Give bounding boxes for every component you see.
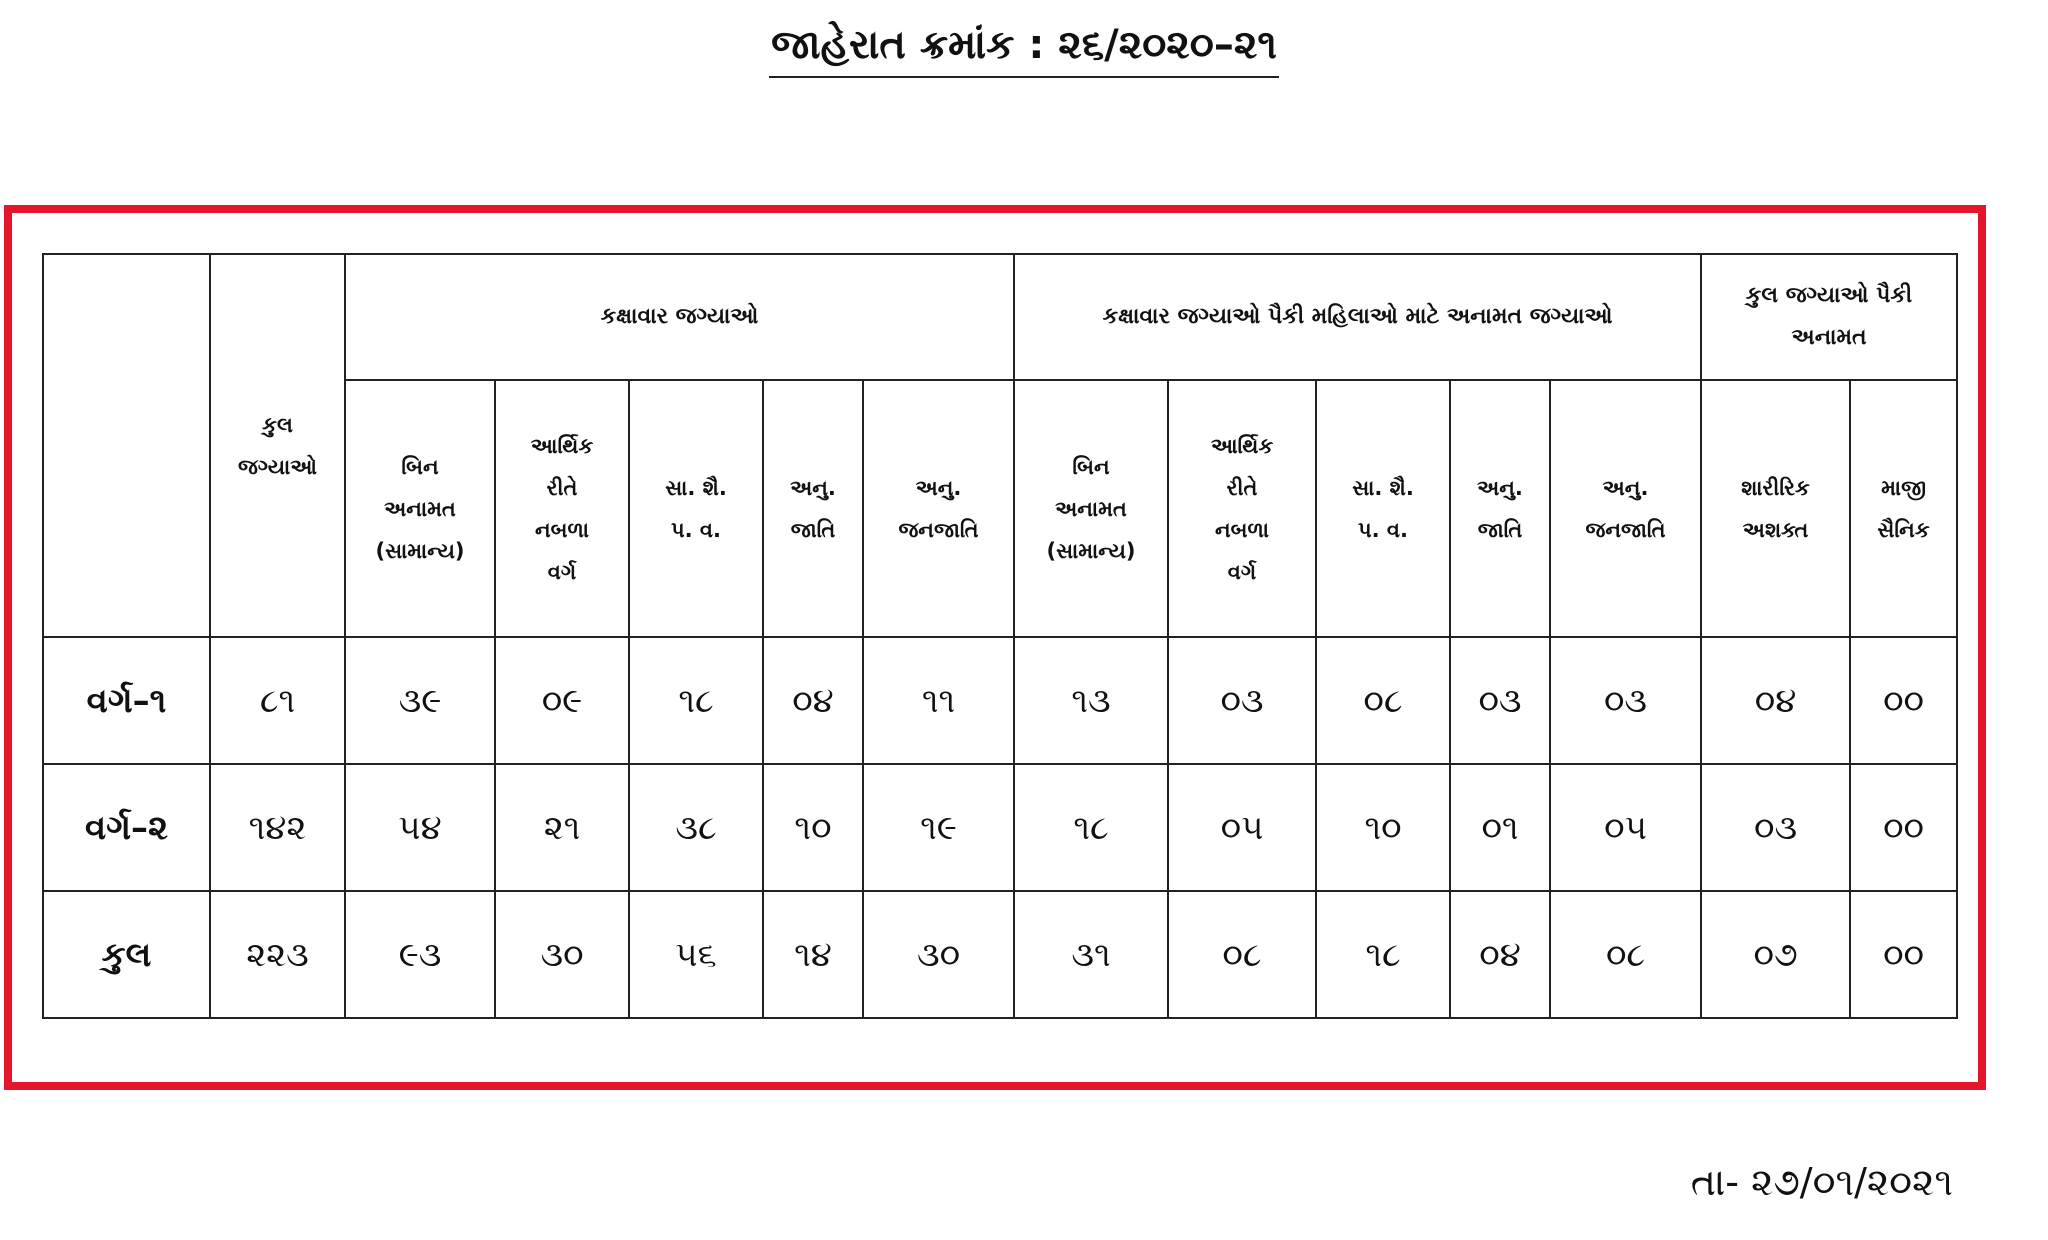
cell-ews: ૨૧ bbox=[495, 764, 629, 891]
header-women-general-line1: બિન bbox=[1072, 454, 1110, 479]
header-st bbox=[863, 380, 1014, 637]
header-women-st bbox=[1550, 380, 1701, 637]
notice-title: જાહેરાત ક્રમાંક : ૨૬/૨૦૨૦–૨૧ bbox=[769, 22, 1279, 78]
cell-sc: ૦૪ bbox=[763, 637, 863, 764]
cell-general: ૯૩ bbox=[345, 891, 495, 1018]
header-ex-serviceman bbox=[1850, 380, 1957, 637]
cell-disabled: ૦૪ bbox=[1701, 637, 1850, 764]
cell-women-st: ૦૫ bbox=[1550, 764, 1701, 891]
cell-women-ews: ૦૮ bbox=[1168, 891, 1316, 1018]
header-women-st-line2: જનજાતિ bbox=[1585, 517, 1666, 542]
header-sc bbox=[763, 380, 863, 637]
header-women-sebc bbox=[1316, 380, 1450, 637]
cell-women-sc: ૦૪ bbox=[1450, 891, 1550, 1018]
cell-sc: ૧૦ bbox=[763, 764, 863, 891]
header-total-posts bbox=[210, 254, 345, 637]
header-disabled-line2: અશક્ત bbox=[1742, 517, 1809, 542]
header-women-sc bbox=[1450, 380, 1550, 637]
cell-women-st: ૦૮ bbox=[1550, 891, 1701, 1018]
header-st-line2: જનજાતિ bbox=[898, 517, 979, 542]
header-women-sc-line1: અનુ. bbox=[1477, 475, 1523, 500]
header-general-line3: (સામાન્ય) bbox=[375, 538, 465, 563]
cell-women-sc: ૦૧ bbox=[1450, 764, 1550, 891]
cell-sebc: ૩૮ bbox=[629, 764, 763, 891]
cell-sebc: ૫૬ bbox=[629, 891, 763, 1018]
header-sebc-line2: પ. વ. bbox=[671, 517, 721, 542]
cell-ex-serviceman: ૦૦ bbox=[1850, 891, 1957, 1018]
cell-women-sc: ૦૩ bbox=[1450, 637, 1550, 764]
header-women-st-line1: અનુ. bbox=[1602, 475, 1649, 500]
header-total-reserved-label: કુલ જગ્યાઓ પૈકી અનામત bbox=[1745, 283, 1913, 350]
header-general-line2: અનામત bbox=[384, 496, 456, 521]
row-label: વર્ગ–૧ bbox=[43, 637, 210, 764]
row-label: કુલ bbox=[43, 891, 210, 1018]
cell-sc: ૧૪ bbox=[763, 891, 863, 1018]
table-row bbox=[43, 637, 1957, 764]
header-sc-line1: અનુ. bbox=[790, 475, 836, 500]
cell-sebc: ૧૮ bbox=[629, 637, 763, 764]
header-sc-line2: જાતિ bbox=[790, 517, 836, 542]
cell-women-ews: ૦૫ bbox=[1168, 764, 1316, 891]
header-ews-line4: વર્ગ bbox=[547, 559, 577, 584]
header-women-ews-line1: આર્થિક bbox=[1210, 433, 1274, 458]
header-women-general bbox=[1014, 380, 1168, 637]
table-row bbox=[43, 764, 1957, 891]
header-ews-line3: નબળા bbox=[534, 517, 590, 542]
header-women-ews-line2: રીતે bbox=[1226, 475, 1258, 500]
cell-st: ૩૦ bbox=[863, 891, 1014, 1018]
header-women-reserved: કક્ષાવાર જગ્યાઓ પૈકી મહિલાઓ માટે અનામત જગ્યાઓ bbox=[1014, 254, 1701, 380]
header-ews bbox=[495, 380, 629, 637]
header-ex-serviceman-line1: માજી bbox=[1881, 475, 1926, 500]
cell-women-sebc: ૧૦ bbox=[1316, 764, 1450, 891]
header-women-general-line2: અનામત bbox=[1055, 496, 1127, 521]
cell-ews: ૦૯ bbox=[495, 637, 629, 764]
cell-disabled: ૦૩ bbox=[1701, 764, 1850, 891]
cell-general: ૩૯ bbox=[345, 637, 495, 764]
cell-ex-serviceman: ૦૦ bbox=[1850, 764, 1957, 891]
header-blank-cell bbox=[43, 254, 210, 637]
notice-title-wrap bbox=[0, 22, 2048, 78]
header-women-sc-line2: જાતિ bbox=[1477, 517, 1523, 542]
header-women-ews-line4: વર્ગ bbox=[1227, 559, 1257, 584]
header-total-posts-label: કુલ જગ્યાઓ bbox=[238, 412, 317, 479]
cell-total: ૮૧ bbox=[210, 637, 345, 764]
cell-ews: ૩૦ bbox=[495, 891, 629, 1018]
cell-women-sebc: ૧૮ bbox=[1316, 891, 1450, 1018]
header-sebc bbox=[629, 380, 763, 637]
header-category-posts: કક્ષાવાર જગ્યાઓ bbox=[345, 254, 1014, 380]
header-general bbox=[345, 380, 495, 637]
vacancy-table bbox=[42, 253, 1958, 1019]
cell-women-st: ૦૩ bbox=[1550, 637, 1701, 764]
header-general-line1: બિન bbox=[401, 454, 439, 479]
header-row-groups bbox=[43, 254, 1957, 380]
table-row-total bbox=[43, 891, 1957, 1018]
header-disabled bbox=[1701, 380, 1850, 637]
row-label: વર્ગ–૨ bbox=[43, 764, 210, 891]
cell-women-general: ૩૧ bbox=[1014, 891, 1168, 1018]
cell-women-ews: ૦૩ bbox=[1168, 637, 1316, 764]
cell-total: ૨૨૩ bbox=[210, 891, 345, 1018]
cell-ex-serviceman: ૦૦ bbox=[1850, 637, 1957, 764]
cell-st: ૧૯ bbox=[863, 764, 1014, 891]
header-women-sebc-line2: પ. વ. bbox=[1358, 517, 1408, 542]
header-st-line1: અનુ. bbox=[915, 475, 962, 500]
header-women-sebc-line1: સા. શૈ. bbox=[1352, 475, 1414, 500]
header-ex-serviceman-line2: સૈનિક bbox=[1877, 517, 1930, 542]
cell-women-sebc: ૦૮ bbox=[1316, 637, 1450, 764]
header-total-reserved bbox=[1701, 254, 1957, 380]
header-ews-line1: આર્થિક bbox=[530, 433, 594, 458]
header-disabled-line1: શારીરિક bbox=[1741, 475, 1810, 500]
cell-st: ૧૧ bbox=[863, 637, 1014, 764]
cell-general: ૫૪ bbox=[345, 764, 495, 891]
header-sebc-line1: સા. શૈ. bbox=[665, 475, 727, 500]
header-women-ews-line3: નબળા bbox=[1214, 517, 1270, 542]
header-women-ews bbox=[1168, 380, 1316, 637]
cell-women-general: ૧૩ bbox=[1014, 637, 1168, 764]
cell-total: ૧૪૨ bbox=[210, 764, 345, 891]
cell-women-general: ૧૮ bbox=[1014, 764, 1168, 891]
header-women-general-line3: (સામાન્ય) bbox=[1046, 538, 1136, 563]
notice-date: તા- ૨૭/૦૧/૨૦૨૧ bbox=[1690, 1160, 1953, 1204]
cell-disabled: ૦૭ bbox=[1701, 891, 1850, 1018]
header-ews-line2: રીતે bbox=[546, 475, 578, 500]
